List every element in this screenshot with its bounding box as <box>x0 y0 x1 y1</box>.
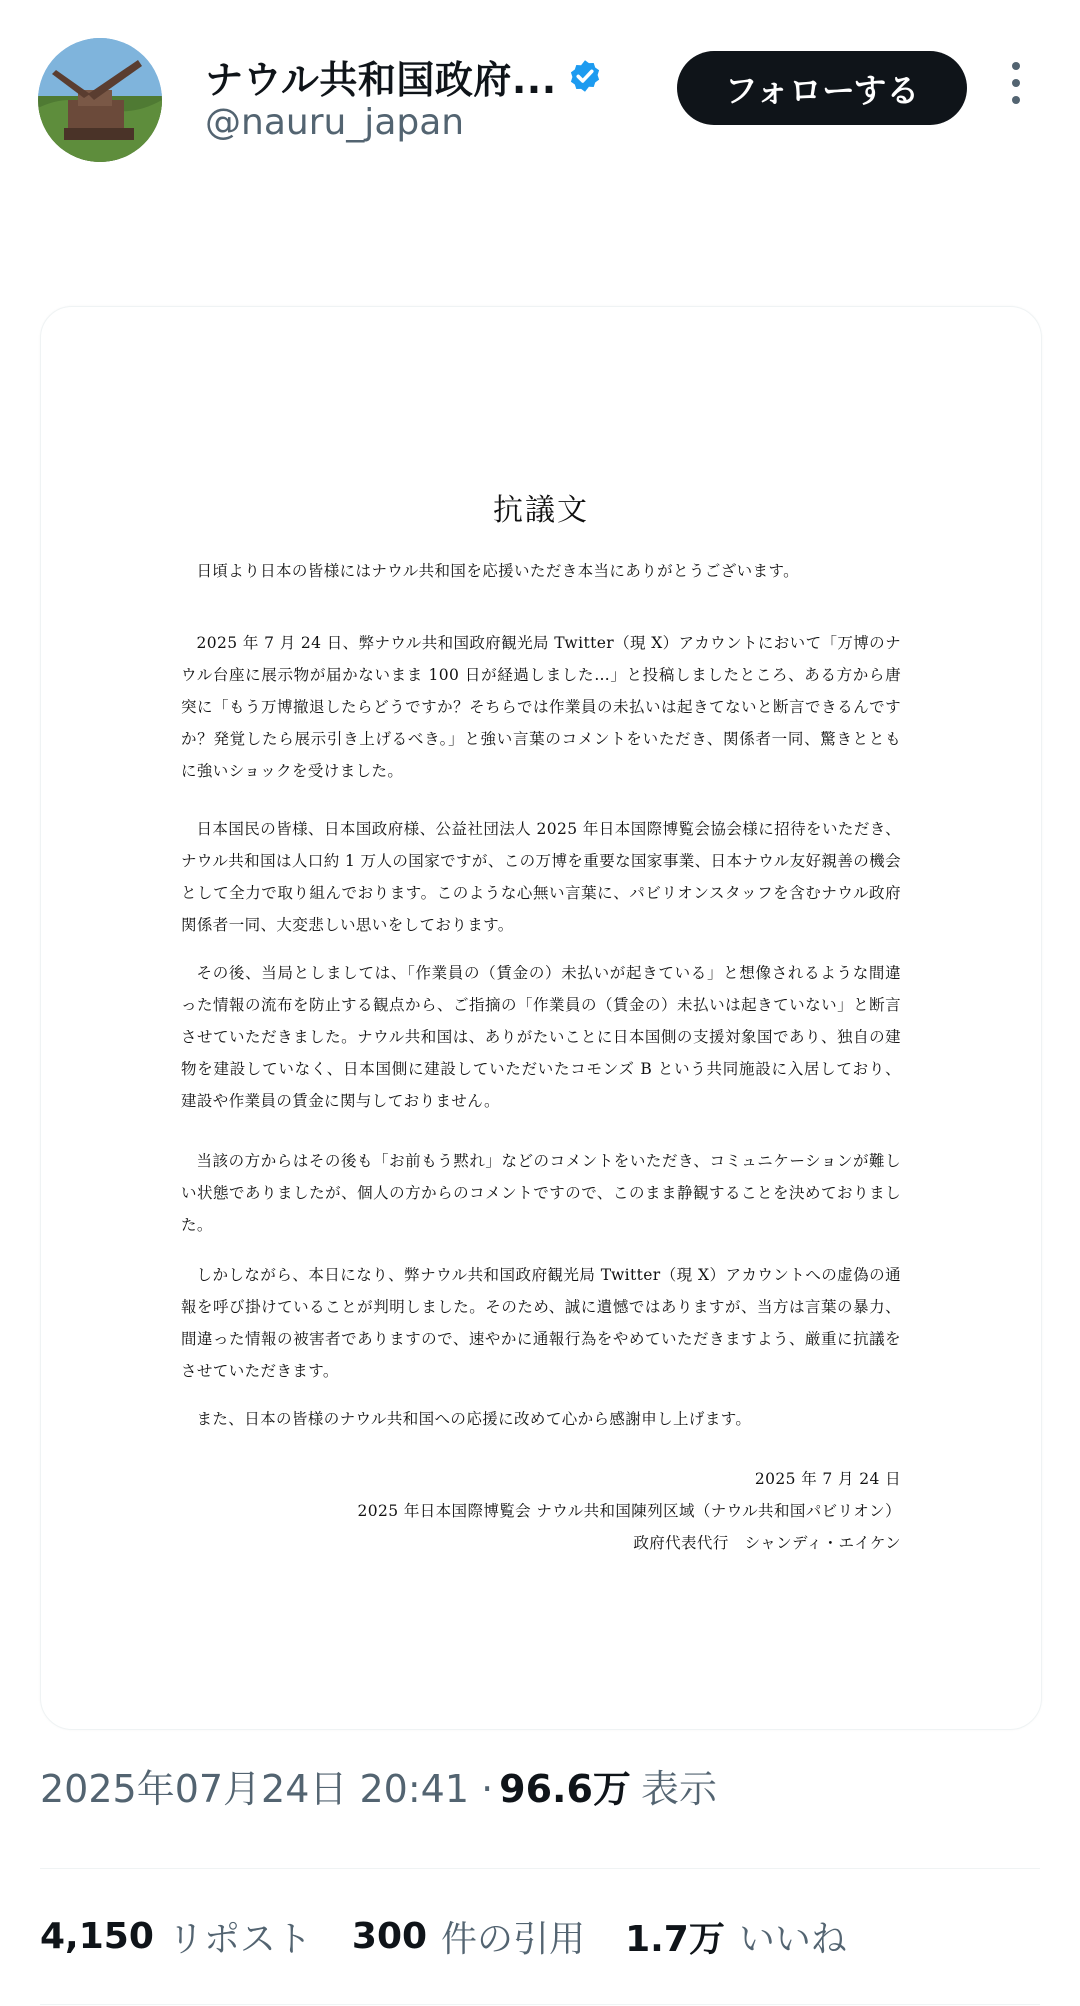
document-paragraph: 日頃より日本の皆様にはナウル共和国を応援いただき本当にありがとうございます。 <box>196 562 799 580</box>
quote-label: 件の引用 <box>441 1918 586 1960</box>
more-options-icon[interactable] <box>1004 62 1028 114</box>
avatar[interactable] <box>38 38 162 162</box>
follow-button[interactable]: フォローする <box>677 51 967 125</box>
document-title: 抗議文 <box>493 493 589 528</box>
like-label: いいね <box>738 1918 847 1960</box>
document-date: 2025 年 7 月 24 日 <box>754 1470 901 1488</box>
avatar-image-icon <box>38 38 162 162</box>
document-paragraph: また、日本の皆様のナウル共和国への応援に改めて心から感謝申し上げます。 <box>196 1410 752 1428</box>
divider <box>40 1868 1040 1869</box>
post-header <box>0 0 1080 200</box>
document-signer: 政府代表代行 シャンディ・エイケン <box>633 1534 901 1552</box>
user-handle[interactable]: @nauru_japan <box>205 102 465 143</box>
document-paragraph: その後、当局としましては、「作業員の（賃金の）未払いが起きている」と想像されるような間違った情報の流布を防止する観点から、ご指摘の「作業員の（賃金の）未払いは起きていない」と断言させていただきました。ナウル共和国は、ありがたいことに日本国側の支援対象国であり、独自の建物を建設していなく、日本国側に建設していただいたコモンズ B という共同施設に入居しており、建設や作業員の賃金に関与しておりません。 <box>181 964 901 1110</box>
repost-stat[interactable] <box>40 1911 312 1962</box>
document-paragraph: しかしながら、本日になり、弊ナウル共和国政府観光局 Twitter（現 X）アカウントへの虚偽の通報を呼び掛けていることが判明しました。そのため、誠に遺憾ではありますが、当方は言葉の暴力、間違った情報の被害者でありますので、速やかに通報行為をやめていただきますよう、厳重に抗議をさせていただきます。 <box>181 1266 901 1380</box>
document-paragraph: 当該の方からはその後も「お前もう黙れ」などのコメントをいただき、コミュニケーションが難しい状態でありましたが、個人の方からのコメントですので、このまま静観することを決めておりました。 <box>181 1152 901 1234</box>
quote-count: 300 <box>351 1915 428 1957</box>
document-paragraph: 日本国民の皆様、日本国政府様、公益社団法人 2025 年日本国際博覧会協会様に招待をいただき、ナウル共和国は人口約 1 万人の国家ですが、この万博を重要な国家事業、日本ナウル友好親善の機会として全力で取り組んでおります。このような心無い言葉に、パビリオンスタッフを含むナウル政府関係者一同、大変悲しい思いをしております。 <box>181 820 901 934</box>
like-count: 1.7万 <box>625 1918 725 1960</box>
post-timestamp[interactable]: 2025年07月24日 20:41 · <box>40 1766 494 1811</box>
post-meta <box>40 1760 717 1810</box>
view-count: 96.6万 <box>499 1766 631 1811</box>
document-paragraph: 2025 年 7 月 24 日、弊ナウル共和国政府観光局 Twitter（現 X）アカウントにおいて「万博のナウル台座に展示物が届かないまま 100 日が経過しました…」と投稿しましたところ、ある方から唐突に「もう万博撤退したらどうですか？そちらでは作業員の未払いは起きてないと断言できるんですか？発覚したら展示引き上げるべき。」と強い言葉のコメントをいただき、関係者一同、驚きとともに強いショックを受けました。 <box>181 634 901 780</box>
engagement-stats <box>40 1910 887 1962</box>
repost-label: リポスト <box>167 1918 312 1960</box>
like-stat[interactable] <box>625 1911 847 1962</box>
display-name[interactable]: ナウル共和国政府... <box>205 57 557 102</box>
verified-badge-icon <box>567 58 603 94</box>
view-label: 表示 <box>640 1766 717 1811</box>
name-row <box>205 50 603 102</box>
document-organization: 2025 年日本国際博覧会 ナウル共和国陳列区域（ナウル共和国パビリオン） <box>357 1502 901 1520</box>
repost-count: 4,150 <box>40 1915 154 1957</box>
quote-stat[interactable] <box>352 1911 585 1962</box>
divider <box>40 2004 1040 2005</box>
attached-image[interactable] <box>40 306 1042 1730</box>
